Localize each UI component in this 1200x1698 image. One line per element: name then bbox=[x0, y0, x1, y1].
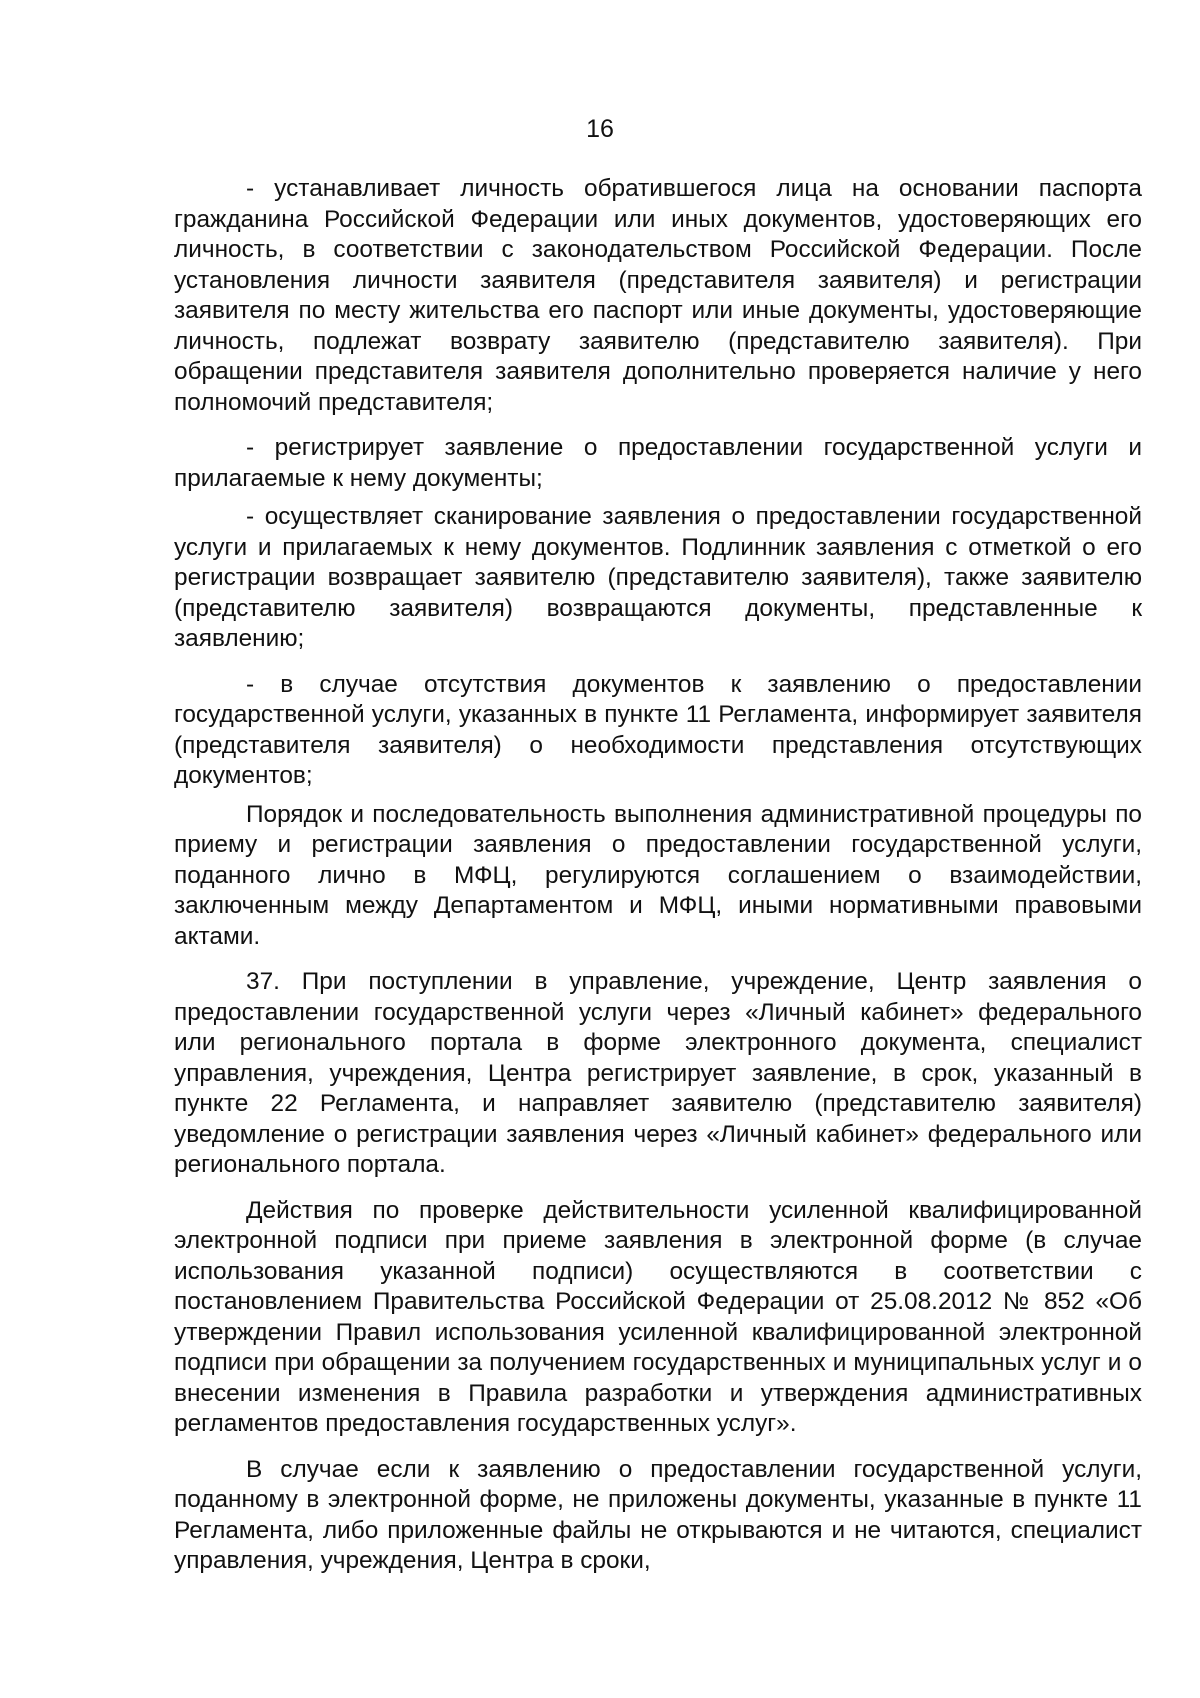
document-body bbox=[174, 174, 1142, 1592]
paragraph-clause-37: 37. При поступлении в управление, учреждение, Центр заявления о предоставлении государственной услуги через «Личный кабинет» федерального или регионального портала в форме электронного документа, специалист управления, учреждения, Центра регистрирует заявление, в срок, указанный в пункте 22 Регламента, и направляет заявителю (представителю заявителя) уведомление о регистрации заявления через «Личный кабинет» федерального или регионального портала. bbox=[174, 968, 1142, 1178]
paragraph-signature-verification: Действия по проверке действительности усиленной квалифицированной электронной подписи при приеме заявления в электронной форме (в случае использования указанной подписи) осуществляются в соответствии с постановлением Правительства Российской Федерации от 25.08.2012 № 852 «Об утверждении Правил использования усиленной квалифицированной электронной подписи при обращении за получением государственных и муниципальных услуг и о внесении изменения в Правила разработки и утверждения административных регламентов предоставления государственных услуг». bbox=[174, 1196, 1142, 1437]
paragraph-scanning: - осуществляет сканирование заявления о предоставлении государственной услуги и прилагаемых к нему документов. Подлинник заявления с отметкой о его регистрации возвращает заявителю (представителю заявителя), также заявителю (представителю заявителя) возвращаются документы, представленные к заявлению; bbox=[174, 503, 1142, 652]
page-number: 16 bbox=[586, 115, 614, 143]
paragraph-registration: - регистрирует заявление о предоставлении государственной услуги и прилагаемые к нему документы; bbox=[174, 434, 1142, 492]
paragraph-missing-electronic-files: В случае если к заявлению о предоставлении государственной услуги, поданному в электронной форме, не приложены документы, указанные в пункте 11 Регламента, либо приложенные файлы не открываются и не читаются, специалист управления, учреждения, Центра в сроки, bbox=[174, 1455, 1142, 1574]
paragraph-mfc-procedure: Порядок и последовательность выполнения административной процедуры по приему и регистрации заявления о предоставлении государственной услуги, поданного лично в МФЦ, регулируются соглашением о взаимодействии, заключенным между Департаментом и МФЦ, иными нормативными правовыми актами. bbox=[174, 800, 1142, 950]
paragraph-missing-documents: - в случае отсутствия документов к заявлению о предоставлении государственной услуги, указанных в пункте 11 Регламента, информирует заявителя (представителя заявителя) о необходимости представления отсутствующих документов; bbox=[174, 670, 1142, 789]
paragraph-identity-check: - устанавливает личность обратившегося лица на основании паспорта гражданина Российской Федерации или иных документов, удостоверяющих его личность, в соответствии с законодательством Российской Федерации. После установления личности заявителя (представителя заявителя) и регистрации заявителя по месту жительства его паспорт или иные документы, удостоверяющие личность, подлежат возврату заявителю (представителю заявителя). При обращении представителя заявителя дополнительно проверяется наличие у него полномочий представителя; bbox=[174, 175, 1142, 416]
